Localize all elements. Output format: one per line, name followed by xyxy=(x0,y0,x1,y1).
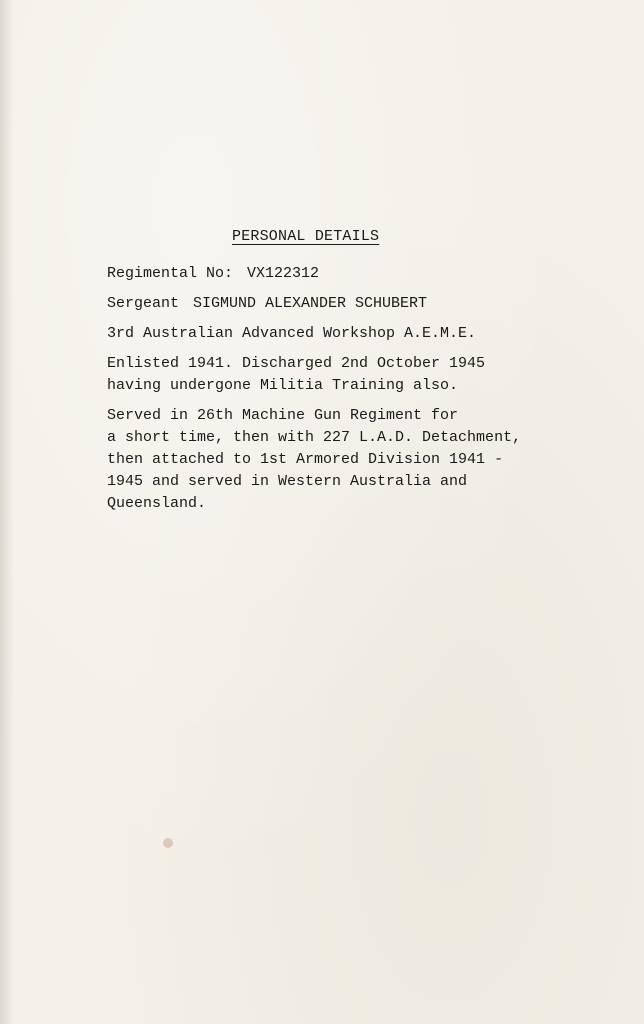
service-paragraph xyxy=(107,405,607,515)
service-line-2: a short time, then with 227 L.A.D. Detachment, xyxy=(107,429,522,446)
enlistment-line-1: Enlisted 1941. Discharged 2nd October 1945 xyxy=(107,355,486,372)
service-line-5: Queensland. xyxy=(107,495,207,512)
unit-line: 3rd Australian Advanced Workshop A.E.M.E. xyxy=(107,325,477,342)
service-line-1: Served in 26th Machine Gun Regiment for xyxy=(107,407,459,424)
paper-stain xyxy=(163,838,173,848)
soldier-name: SIGMUND ALEXANDER SCHUBERT xyxy=(193,295,428,312)
service-line-3: then attached to 1st Armored Division 1941 - xyxy=(107,451,504,468)
rank-title: Sergeant xyxy=(107,295,180,312)
service-line-4: 1945 and served in Western Australia and xyxy=(107,473,468,490)
paper-edge-shadow xyxy=(0,0,14,1024)
enlistment-paragraph xyxy=(107,353,607,397)
personal-details-section xyxy=(107,228,607,523)
regimental-number-value: VX122312 xyxy=(247,265,320,282)
rank-name-line xyxy=(107,293,607,315)
regimental-number-line xyxy=(107,263,607,285)
enlistment-line-2: having undergone Militia Training also. xyxy=(107,377,459,394)
regimental-number-label: Regimental No: xyxy=(107,265,234,282)
page-title: PERSONAL DETAILS xyxy=(232,228,380,245)
